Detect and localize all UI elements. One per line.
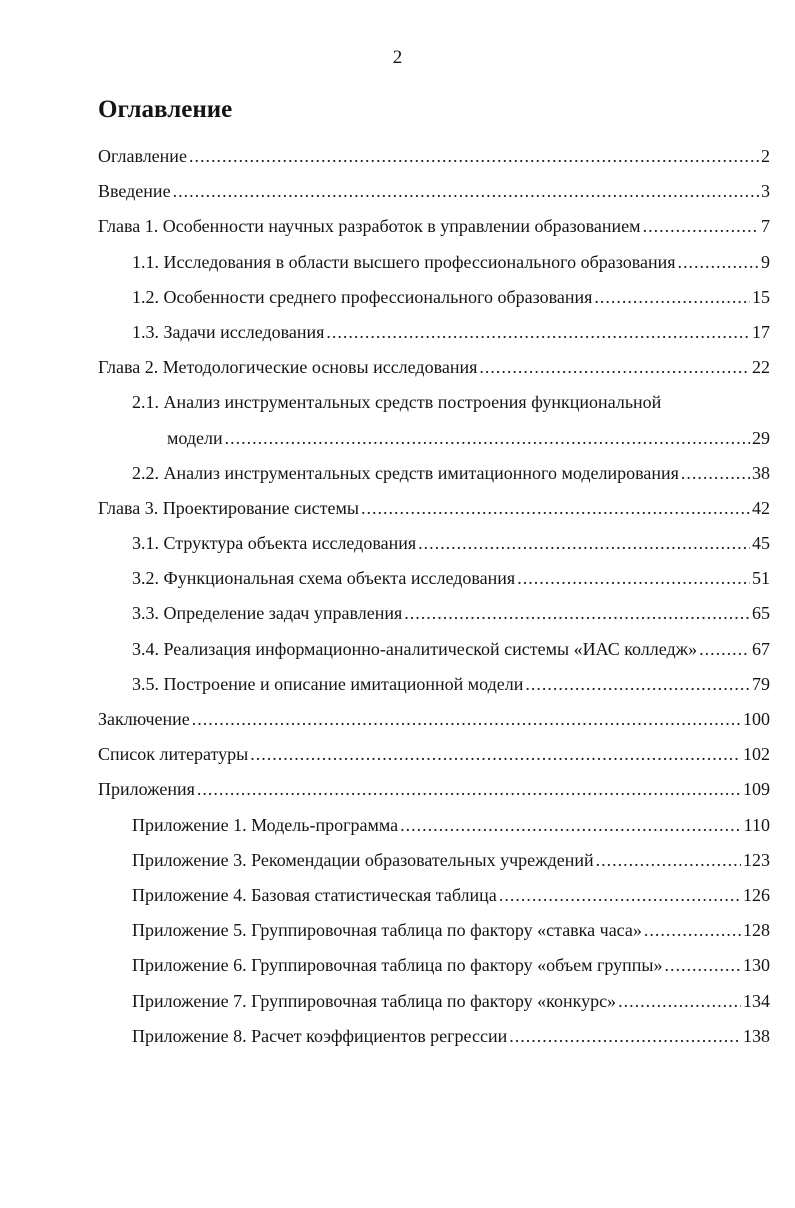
toc-entry-label: 3.5. Построение и описание имитационной модели: [132, 673, 524, 694]
toc-entry-page: 138: [743, 1025, 770, 1046]
toc-entry-label: Приложения: [98, 779, 195, 800]
toc-entry-page: 9: [761, 251, 770, 272]
toc-entry-page: 15: [752, 286, 770, 307]
toc-leader-dots: [250, 737, 741, 772]
toc-entry-page: 126: [743, 884, 770, 905]
toc-leader-dots: [681, 456, 750, 491]
toc-entry-appendices[interactable]: [98, 772, 770, 807]
toc-entry-section-1-2[interactable]: [98, 280, 770, 315]
toc-leader-dots: [400, 808, 742, 843]
toc-entry-chapter-2[interactable]: [98, 350, 770, 385]
toc-entry-page: 29: [752, 427, 770, 448]
table-of-contents: [98, 139, 770, 1054]
toc-entry-label: 1.3. Задачи исследования: [132, 321, 325, 342]
toc-leader-dots: [699, 632, 750, 667]
toc-entry-page: 128: [743, 920, 770, 941]
toc-entry-label: Заключение: [98, 709, 190, 729]
toc-entry-page: 51: [752, 568, 770, 589]
toc-entry-appendix-3[interactable]: [98, 843, 770, 878]
toc-entry-page: 110: [743, 814, 770, 835]
toc-leader-dots: [173, 174, 759, 209]
toc-entry-section-3-5[interactable]: [98, 667, 770, 702]
toc-leader-dots: [499, 878, 741, 913]
toc-entry-label: 3.4. Реализация информационно-аналитической системы «ИАС колледж»: [132, 638, 698, 659]
toc-entry-label: 3.2. Функциональная схема объекта исследования: [132, 568, 516, 589]
toc-entry-section-2-1-continued[interactable]: [98, 421, 770, 456]
toc-entry-appendix-6[interactable]: [98, 948, 770, 983]
toc-leader-dots: [418, 526, 750, 561]
toc-entry-label: модели: [167, 427, 223, 448]
toc-entry-appendix-1[interactable]: [98, 808, 770, 843]
toc-leader-dots: [192, 702, 741, 737]
toc-entry-label: Приложение 3. Рекомендации образовательных учреждений: [132, 849, 594, 870]
toc-entry-references[interactable]: [98, 737, 770, 772]
toc-entry-page: 42: [752, 497, 770, 518]
toc-leader-dots: [225, 421, 750, 456]
toc-entry-label: Приложение 8. Расчет коэффициентов регрессии: [132, 1025, 508, 1046]
toc-entry-section-1-3[interactable]: [98, 315, 770, 350]
toc-entry-label: Приложение 7. Группировочная таблица по фактору «конкурс»: [132, 990, 617, 1011]
toc-leader-dots: [189, 139, 759, 174]
toc-entry-page: 109: [743, 779, 770, 800]
toc-entry-label: 3.1. Структура объекта исследования: [132, 533, 417, 554]
toc-leader-dots: [643, 209, 759, 244]
toc-entry-page: 65: [752, 603, 770, 624]
toc-entry-page: 130: [743, 955, 770, 976]
toc-entry-label: Приложение 1. Модель-программа: [132, 814, 399, 835]
toc-entry-page: 102: [743, 744, 770, 765]
toc-entry-page: 100: [743, 709, 770, 729]
toc-title: Оглавление: [98, 96, 233, 123]
toc-entry-label: Глава 2. Методологические основы исследования: [98, 357, 478, 378]
toc-leader-dots: [326, 315, 750, 350]
toc-entry-page: 67: [752, 638, 770, 659]
toc-entry-conclusion[interactable]: [98, 702, 770, 737]
toc-entry-label: Приложение 5. Группировочная таблица по фактору «ставка часа»: [132, 920, 642, 941]
toc-entry-label: Приложение 4. Базовая статистическая таблица: [132, 884, 497, 905]
toc-entry-label: Список литературы: [98, 744, 249, 765]
toc-entry-label: Глава 3. Проектирование системы: [98, 497, 359, 518]
page-number: 2: [392, 47, 403, 68]
toc-entry-page: 38: [752, 462, 770, 483]
toc-entry-label: 3.3. Определение задач управления: [132, 603, 403, 624]
toc-entry-section-2-2[interactable]: [98, 456, 770, 491]
toc-leader-dots: [197, 772, 741, 807]
toc-leader-dots: [644, 913, 741, 948]
toc-entry-label: Введение: [98, 181, 171, 202]
toc-entry-page: 134: [743, 990, 770, 1011]
toc-entry-page: 79: [752, 673, 770, 694]
toc-entry-section-3-3[interactable]: [98, 596, 770, 631]
toc-leader-dots: [509, 1019, 741, 1054]
toc-entry-label: 2.1. Анализ инструментальных средств построения функциональной: [132, 392, 662, 413]
toc-leader-dots: [618, 984, 741, 1019]
toc-leader-dots: [525, 667, 750, 702]
toc-entry-introduction[interactable]: [98, 174, 770, 209]
toc-entry-page: 2: [761, 146, 770, 166]
toc-leader-dots: [361, 491, 750, 526]
toc-entry-section-1-1[interactable]: [98, 245, 770, 280]
toc-entry-section-2-1[interactable]: [98, 385, 770, 420]
toc-leader-dots: [594, 280, 750, 315]
toc-leader-dots: [665, 948, 741, 983]
toc-leader-dots: [479, 350, 750, 385]
toc-entry-page: 17: [752, 321, 770, 342]
toc-entry-label: Приложение 6. Группировочная таблица по фактору «объем группы»: [132, 955, 663, 976]
toc-entry-appendix-5[interactable]: [98, 913, 770, 948]
toc-entry-label: 1.2. Особенности среднего профессионального образования: [132, 286, 593, 307]
toc-entry-appendix-7[interactable]: [98, 984, 770, 1019]
toc-leader-dots: [404, 596, 750, 631]
toc-entry-label: Глава 1. Особенности научных разработок в управлении образованием: [98, 216, 641, 237]
toc-entry-page: 22: [752, 357, 770, 378]
toc-entry-section-3-1[interactable]: [98, 526, 770, 561]
toc-leader-dots: [596, 843, 741, 878]
toc-entry-section-3-4[interactable]: [98, 632, 770, 667]
toc-entry-label: Оглавление: [98, 146, 187, 166]
toc-entry-appendix-8[interactable]: [98, 1019, 770, 1054]
toc-entry-appendix-4[interactable]: [98, 878, 770, 913]
toc-leader-dots: [517, 561, 750, 596]
toc-entry-label: 2.2. Анализ инструментальных средств имитационного моделирования: [132, 462, 679, 483]
toc-entry-page: 123: [743, 849, 770, 870]
toc-entry-section-3-2[interactable]: [98, 561, 770, 596]
toc-entry-chapter-3[interactable]: [98, 491, 770, 526]
toc-entry-page: 3: [761, 181, 770, 202]
toc-entry-contents[interactable]: [98, 139, 770, 174]
toc-leader-dots: [678, 245, 759, 280]
toc-entry-page: 45: [752, 533, 770, 554]
toc-entry-page: 7: [761, 216, 770, 237]
toc-entry-label: 1.1. Исследования в области высшего профессионального образования: [132, 251, 676, 272]
toc-entry-chapter-1[interactable]: [98, 209, 770, 244]
